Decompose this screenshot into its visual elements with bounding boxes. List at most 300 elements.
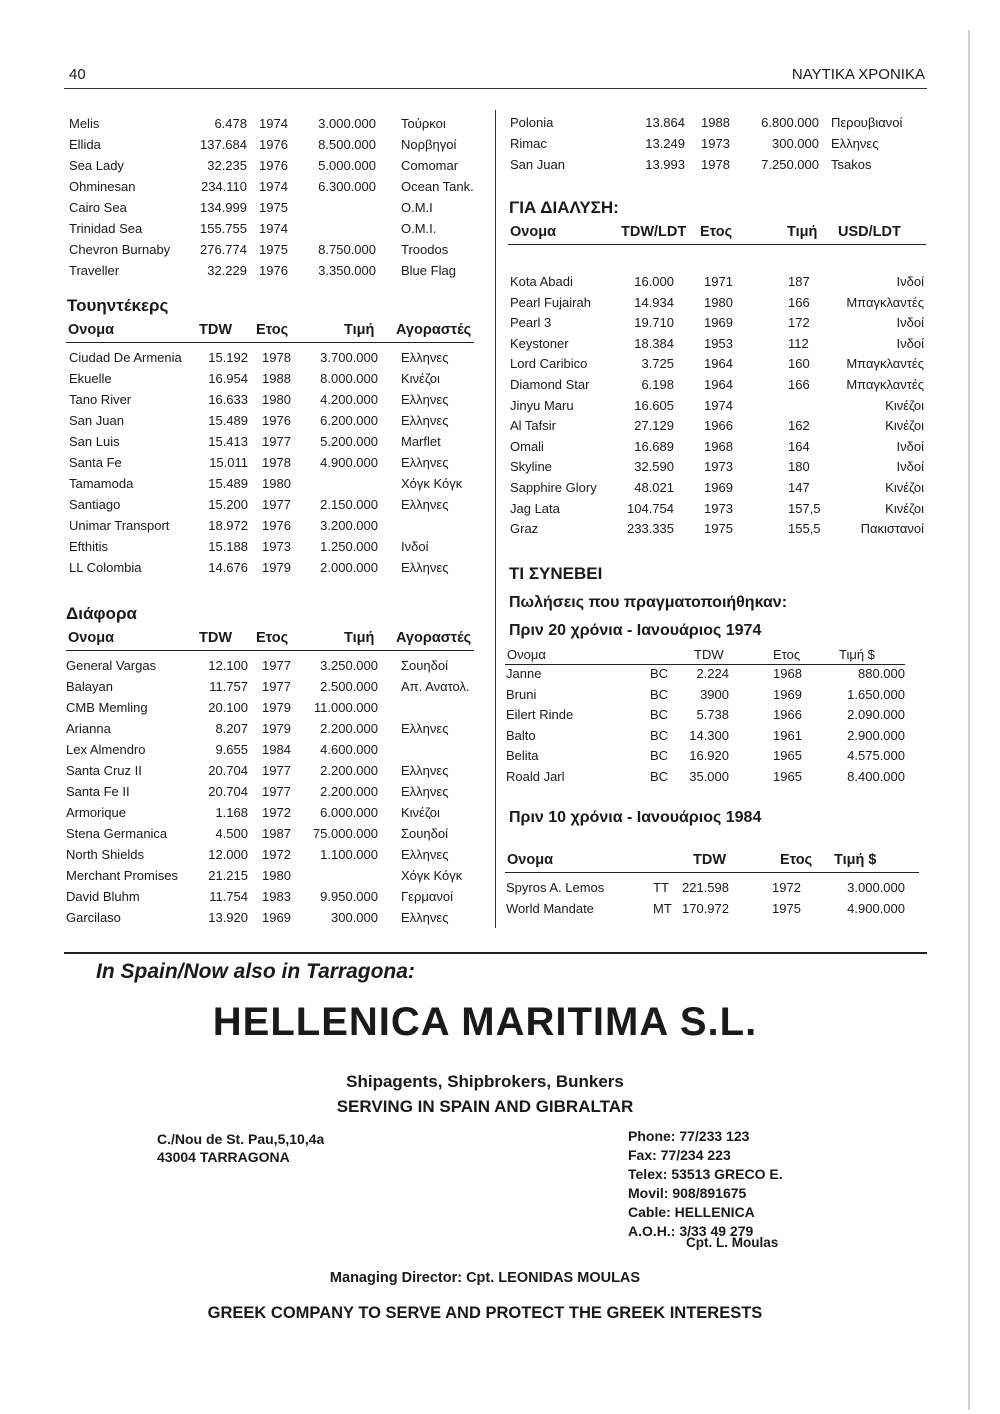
ship-name-cell: Al Tafsir <box>510 418 556 434</box>
ad-serving: SERVING IN SPAIN AND GIBRALTAR <box>336 1097 634 1116</box>
price-cell: 3.000.000 <box>318 116 376 131</box>
year-cell: 1976 <box>259 137 288 152</box>
price-cell: 4.200.000 <box>320 392 378 407</box>
column-header: Τιμή $ <box>834 852 877 868</box>
tdw-cell: 104.754 <box>627 500 674 516</box>
price-cell: 164 <box>788 438 810 454</box>
column-header: Ετος <box>773 647 801 662</box>
year-cell: 1977 <box>262 658 291 673</box>
tdw-cell: 4.500 <box>215 826 248 841</box>
column-header: TDW <box>693 852 727 868</box>
year-cell: 1974 <box>704 397 733 413</box>
buyer-cell: Ελληνες <box>401 560 449 575</box>
ship-name-cell: Polonia <box>510 115 554 130</box>
buyer-cell: Χόγκ Κόγκ <box>401 476 463 491</box>
ad-telex: Telex: 53513 GRECO E. <box>628 1166 783 1182</box>
price-cell: 300.000 <box>772 136 819 151</box>
ship-name-cell: General Vargas <box>66 658 157 673</box>
ad-director: Managing Director: Cpt. LEONIDAS MOULAS <box>329 1270 641 1286</box>
column-header: Ετος <box>256 630 289 646</box>
buyer-cell: Ελληνες <box>401 910 449 925</box>
price-cell: 1.650.000 <box>847 686 905 702</box>
ship-name-cell: Diamond Star <box>510 376 590 392</box>
year-cell: 1974 <box>259 179 288 194</box>
buyer-cell: Σουηδοί <box>401 826 448 841</box>
column-header: Ονομα <box>507 852 553 868</box>
buyer-cell: Ocean Tank. <box>401 179 474 194</box>
buyer-cell: Ινδοί <box>896 459 924 475</box>
buyer-cell: Κινέζοι <box>885 479 924 495</box>
price-cell: 166 <box>788 294 810 310</box>
tdw-cell: 11.757 <box>209 679 248 694</box>
tdw-cell: 14.934 <box>634 294 674 310</box>
ship-name-cell: Rimac <box>510 136 547 151</box>
tdw-cell: 16.605 <box>634 397 674 413</box>
buyer-cell: Χόγκ Κόγκ <box>401 868 463 883</box>
ad-company-name: HELLENICA MARITIMA S.L. <box>212 1000 758 1044</box>
price-cell: 2.500.000 <box>320 679 378 694</box>
price-cell: 2.200.000 <box>320 784 378 799</box>
tdw-cell: 3.725 <box>641 356 674 372</box>
ship-name-cell: Lord Caribico <box>510 356 588 372</box>
tdw-cell: 2.224 <box>696 666 729 681</box>
buyer-cell: Ελληνες <box>401 784 449 799</box>
ship-name-cell: Tamamoda <box>69 476 134 491</box>
price-cell: 187 <box>788 274 810 289</box>
demolition-title: ΓΙΑ ΔΙΑΛΥΣΗ: <box>509 198 619 217</box>
tdw-cell: 16.633 <box>208 392 248 407</box>
ad-address <box>157 1130 324 1166</box>
tdw-cell: 48.021 <box>634 479 674 495</box>
price-cell: 6.300.000 <box>318 179 376 194</box>
year-cell: 1966 <box>704 418 733 434</box>
ship-name-cell: Garcilaso <box>66 910 121 925</box>
period-20-header <box>505 646 905 665</box>
tdw-cell: 21.215 <box>208 868 248 883</box>
price-cell: 2.000.000 <box>320 560 378 575</box>
column-header: TDW <box>199 630 233 646</box>
price-cell: 7.250.000 <box>761 157 819 172</box>
tdw-cell: 18.972 <box>208 518 248 533</box>
price-cell: 2.900.000 <box>847 727 905 743</box>
ship-name-cell: Bruni <box>506 686 537 702</box>
ad-address-line-2: 43004 TARRAGONA <box>157 1149 290 1165</box>
ship-name-cell: Santa Fe II <box>66 784 130 799</box>
price-cell: 155,5 <box>788 521 821 537</box>
buyer-cell: Blue Flag <box>401 263 456 278</box>
year-cell: 1976 <box>262 518 291 533</box>
ship-name-cell: Ekuelle <box>69 371 112 386</box>
buyer-cell: Σουηδοί <box>401 658 448 673</box>
year-cell: 1973 <box>701 136 730 151</box>
history-subtitle: Πωλήσεις που πραγματοποιήθηκαν: <box>509 594 788 611</box>
tdw-cell: 20.704 <box>208 763 248 778</box>
ship-name-cell: Melis <box>69 116 100 131</box>
year-cell: 1976 <box>262 413 291 428</box>
buyer-cell: O.M.I. <box>401 221 437 236</box>
buyer-cell: Ελληνες <box>401 847 449 862</box>
column-header: Ονομα <box>68 630 114 646</box>
column-header: TDW/LDT <box>621 224 687 240</box>
tdw-cell: 233.335 <box>627 521 674 537</box>
tdw-cell: 11.754 <box>209 889 248 904</box>
buyer-cell: Κινέζοι <box>885 397 924 413</box>
year-cell: 1983 <box>262 889 291 904</box>
ship-name-cell: North Shields <box>66 847 145 862</box>
price-cell: 4.900.000 <box>847 901 905 916</box>
price-cell: 8.400.000 <box>847 768 905 784</box>
ad-signature: Cpt. L. Moulas <box>686 1235 779 1250</box>
year-cell: 1980 <box>704 294 733 310</box>
buyer-cell: Ελληνες <box>401 763 449 778</box>
ship-name-cell: Lex Almendro <box>66 742 146 757</box>
tdw-cell: 16.920 <box>689 748 729 764</box>
history-title: ΤΙ ΣΥΝΕΒΕΙ <box>509 564 603 583</box>
ship-name-cell: Jinyu Maru <box>510 397 574 413</box>
tdw-cell: 32.235 <box>207 158 247 173</box>
year-cell: 1979 <box>262 560 291 575</box>
tdw-cell: 5.738 <box>696 707 729 723</box>
price-cell: 2.090.000 <box>847 707 905 723</box>
tdw-cell: 16.000 <box>634 274 674 289</box>
column-header: Ετος <box>700 224 733 240</box>
ad-rule <box>64 952 927 954</box>
tdw-cell: 15.200 <box>208 497 248 512</box>
year-cell: 1974 <box>259 116 288 131</box>
tdw-cell: 14.676 <box>208 560 248 575</box>
price-cell: 6.200.000 <box>320 413 378 428</box>
price-cell: 6.000.000 <box>320 805 378 820</box>
column-header: Ονομα <box>510 224 556 240</box>
column-header: Τιμή <box>787 224 818 240</box>
year-cell: 1972 <box>772 880 801 895</box>
column-header: Ονομα <box>68 322 114 338</box>
year-cell: 1975 <box>704 521 733 537</box>
buyer-cell: Κινέζοι <box>885 418 924 434</box>
tdw-cell: 15.192 <box>208 350 248 365</box>
type-cell: BC <box>650 686 669 702</box>
ship-name-cell: San Luis <box>69 434 120 449</box>
tdw-cell: 155.755 <box>200 221 247 236</box>
price-cell: 5.000.000 <box>318 158 376 173</box>
ship-name-cell: Balayan <box>66 679 113 694</box>
year-cell: 1978 <box>262 455 291 470</box>
tdw-cell: 8.207 <box>215 721 248 736</box>
ship-name-cell: Arianna <box>66 721 111 736</box>
header-rule <box>64 88 927 89</box>
price-cell: 6.800.000 <box>761 115 819 130</box>
column-header: Ετος <box>780 852 813 868</box>
ship-name-cell: Eilert Rinde <box>506 707 574 723</box>
tdw-cell: 134.999 <box>200 200 247 215</box>
column-header: Τιμή <box>344 630 375 646</box>
year-cell: 1975 <box>259 242 288 257</box>
ship-name-cell: Santiago <box>69 497 121 512</box>
column-header: TDW <box>199 322 233 338</box>
buyer-cell: Ινδοί <box>896 315 924 331</box>
price-cell: 3.200.000 <box>320 518 378 533</box>
tdw-cell: 15.489 <box>208 476 248 491</box>
ship-name-cell: Merchant Promises <box>66 868 178 883</box>
year-cell: 1969 <box>773 686 802 702</box>
type-cell: BC <box>650 748 669 764</box>
tdw-cell: 18.384 <box>634 335 674 351</box>
price-cell: 4.575.000 <box>847 748 905 764</box>
price-cell: 147 <box>788 479 810 495</box>
price-cell: 166 <box>788 376 810 392</box>
price-cell: 8.000.000 <box>320 371 378 386</box>
ship-name-cell: World Mandate <box>506 901 594 916</box>
tdw-cell: 13.249 <box>645 136 685 151</box>
page-number: 40 <box>69 66 86 83</box>
tdw-cell: 16.689 <box>634 438 674 454</box>
price-cell: 160 <box>788 356 810 372</box>
year-cell: 1977 <box>262 679 291 694</box>
ship-name-cell: Ciudad De Armenia <box>69 350 182 365</box>
ship-name-cell: San Juan <box>69 413 124 428</box>
buyer-cell: Marflet <box>401 434 441 449</box>
ship-name-cell: Spyros A. Lemos <box>506 880 605 895</box>
buyer-cell: Ινδοί <box>896 274 924 289</box>
price-cell: 1.100.000 <box>320 847 378 862</box>
buyer-cell: Ινδοί <box>401 539 429 554</box>
year-cell: 1988 <box>701 115 730 130</box>
year-cell: 1977 <box>262 763 291 778</box>
ad-cable: Cable: HELLENICA <box>628 1204 755 1220</box>
ship-name-cell: Omali <box>510 438 544 454</box>
column-divider <box>495 110 496 928</box>
buyer-cell: Μπαγκλαντές <box>846 356 924 372</box>
year-cell: 1968 <box>704 438 733 454</box>
period-10-header <box>505 851 919 873</box>
column-header: USD/LDT <box>838 224 901 240</box>
tdw-cell: 15.011 <box>209 455 248 470</box>
misc-title: Διάφορα <box>66 604 137 623</box>
type-cell: BC <box>650 768 669 784</box>
ship-name-cell: Ohminesan <box>69 179 136 194</box>
price-cell: 3.250.000 <box>320 658 378 673</box>
journal-title: ΝΑΥΤΙΚΑ ΧΡΟΝΙΚΑ <box>791 66 925 83</box>
year-cell: 1972 <box>262 805 291 820</box>
price-cell: 180 <box>788 459 810 475</box>
year-cell: 1976 <box>259 158 288 173</box>
year-cell: 1953 <box>704 335 733 351</box>
column-header: TDW <box>694 647 724 662</box>
ship-name-cell: Skyline <box>510 459 552 475</box>
price-cell: 4.900.000 <box>320 455 378 470</box>
ship-name-cell: Santa Cruz II <box>66 763 142 778</box>
year-cell: 1978 <box>701 157 730 172</box>
price-cell: 9.950.000 <box>320 889 378 904</box>
year-cell: 1974 <box>259 221 288 236</box>
year-cell: 1965 <box>773 768 802 784</box>
year-cell: 1977 <box>262 434 291 449</box>
tdw-cell: 234.110 <box>200 179 247 194</box>
column-header: Τιμή <box>344 322 375 338</box>
ship-name-cell: Cairo Sea <box>69 200 127 215</box>
tdw-cell: 15.489 <box>208 413 248 428</box>
ad-intro: In Spain/Now also in Tarragona: <box>96 960 415 983</box>
ship-name-cell: David Bluhm <box>66 889 140 904</box>
buyer-cell: Ελληνες <box>401 413 449 428</box>
price-cell: 8.750.000 <box>318 242 376 257</box>
tdw-cell: 13.993 <box>645 157 685 172</box>
year-cell: 1964 <box>704 356 733 372</box>
ship-name-cell: Roald Jarl <box>506 768 565 784</box>
buyer-cell: Ελληνες <box>401 721 449 736</box>
ship-name-cell: Kota Abadi <box>510 274 573 289</box>
ship-name-cell: Balto <box>506 727 536 743</box>
type-cell: MT <box>653 901 672 916</box>
tankers-header <box>66 321 474 343</box>
ship-name-cell: Efthitis <box>69 539 109 554</box>
price-cell: 2.150.000 <box>320 497 378 512</box>
year-cell: 1975 <box>259 200 288 215</box>
year-cell: 1976 <box>259 263 288 278</box>
tdw-cell: 35.000 <box>689 768 729 784</box>
year-cell: 1977 <box>262 497 291 512</box>
column-header: Ετος <box>256 322 289 338</box>
year-cell: 1978 <box>262 350 291 365</box>
ad-phone: Phone: 77/233 123 <box>628 1128 750 1144</box>
buyer-cell: Troodos <box>401 242 449 257</box>
ad-address-line-1: C./Nou de St. Pau,5,10,4a <box>157 1131 325 1147</box>
price-cell: 5.200.000 <box>320 434 378 449</box>
price-cell: 8.500.000 <box>318 137 376 152</box>
price-cell: 162 <box>788 418 810 434</box>
tdw-cell: 170.972 <box>682 901 729 916</box>
buyer-cell: Περουβιανοί <box>831 115 903 130</box>
year-cell: 1971 <box>704 274 733 289</box>
year-cell: 1966 <box>773 707 802 723</box>
ship-name-cell: Jag Lata <box>510 500 560 516</box>
buyer-cell: Μπαγκλαντές <box>846 376 924 392</box>
ship-name-cell: LL Colombia <box>69 560 142 575</box>
ship-name-cell: Unimar Transport <box>69 518 170 533</box>
ship-name-cell: Santa Fe <box>69 455 122 470</box>
year-cell: 1980 <box>262 868 291 883</box>
tdw-cell: 15.413 <box>208 434 248 449</box>
tdw-cell: 137.684 <box>200 137 247 152</box>
buyer-cell: Κινέζοι <box>885 500 924 516</box>
tdw-cell: 3900 <box>700 686 729 702</box>
ad-movil: Movil: 908/891675 <box>628 1185 747 1201</box>
ad-services: Shipagents, Shipbrokers, Bunkers <box>346 1072 624 1091</box>
ship-name-cell: Sapphire Glory <box>510 479 597 495</box>
price-cell: 172 <box>788 315 810 331</box>
price-cell: 300.000 <box>331 910 378 925</box>
column-header: Αγοραστές <box>396 630 472 646</box>
ship-name-cell: Chevron Burnaby <box>69 242 171 257</box>
type-cell: BC <box>650 666 669 681</box>
ship-name-cell: Keystoner <box>510 335 569 351</box>
ship-name-cell: San Juan <box>510 157 565 172</box>
buyer-cell: Απ. Ανατολ. <box>401 679 470 694</box>
year-cell: 1979 <box>262 700 291 715</box>
year-cell: 1988 <box>262 371 291 386</box>
year-cell: 1969 <box>262 910 291 925</box>
ship-name-cell: Sea Lady <box>69 158 124 173</box>
ship-name-cell: Traveller <box>69 263 120 278</box>
price-cell: 11.000.000 <box>313 700 378 715</box>
price-cell: 112 <box>788 335 809 351</box>
tdw-cell: 14.300 <box>689 727 729 743</box>
buyer-cell: Ελληνες <box>401 497 449 512</box>
price-cell: 3.350.000 <box>318 263 376 278</box>
year-cell: 1977 <box>262 784 291 799</box>
year-cell: 1965 <box>773 748 802 764</box>
period-10-title: Πριν 10 χρόνια - Ιανουάριος 1984 <box>509 809 762 826</box>
year-cell: 1961 <box>773 727 802 743</box>
year-cell: 1973 <box>704 500 733 516</box>
column-header: Ονομα <box>507 647 546 662</box>
tdw-cell: 15.188 <box>208 539 248 554</box>
tdw-cell: 19.710 <box>634 315 674 331</box>
buyer-cell: Νορβηγοί <box>401 137 457 152</box>
type-cell: TT <box>653 880 669 895</box>
ad-fax: Fax: 77/234 223 <box>628 1147 731 1163</box>
buyer-cell: Μπαγκλαντές <box>846 294 924 310</box>
buyer-cell: Ινδοί <box>896 438 924 454</box>
buyer-cell: Ελληνες <box>831 136 879 151</box>
price-cell: 2.200.000 <box>320 721 378 736</box>
ad-aoh: A.O.H.: 3/33 49 279 <box>628 1223 754 1239</box>
page-edge <box>968 30 970 1410</box>
column-header: Αγοραστές <box>396 322 472 338</box>
buyer-cell: Comomar <box>401 158 459 173</box>
buyer-cell: Γερμανοί <box>401 889 453 904</box>
buyer-cell: Ελληνες <box>401 350 449 365</box>
column-header: Τιμή $ <box>839 647 875 662</box>
buyer-cell: Ινδοί <box>896 335 924 351</box>
ship-name-cell: Pearl 3 <box>510 315 552 331</box>
tdw-cell: 32.229 <box>207 263 247 278</box>
price-cell: 1.250.000 <box>320 539 378 554</box>
tdw-cell: 20.100 <box>208 700 248 715</box>
year-cell: 1969 <box>704 479 733 495</box>
year-cell: 1964 <box>704 376 733 392</box>
ship-name-cell: Pearl Fujairah <box>510 294 591 310</box>
year-cell: 1980 <box>262 476 291 491</box>
year-cell: 1972 <box>262 847 291 862</box>
misc-header <box>66 629 474 651</box>
ship-name-cell: Janne <box>506 666 542 681</box>
ship-name-cell: Stena Germanica <box>66 826 168 841</box>
tdw-cell: 9.655 <box>215 742 248 757</box>
buyer-cell: Tsakos <box>831 157 872 172</box>
tdw-cell: 13.864 <box>645 115 685 130</box>
ship-name-cell: CMB Memling <box>66 700 148 715</box>
price-cell: 3.000.000 <box>847 880 905 895</box>
ship-name-cell: Tano River <box>69 392 132 407</box>
type-cell: BC <box>650 707 669 723</box>
ship-name-cell: Armorique <box>66 805 126 820</box>
year-cell: 1979 <box>262 721 291 736</box>
buyer-cell: Κινέζοι <box>401 805 440 820</box>
price-cell: 4.600.000 <box>320 742 378 757</box>
ship-name-cell: Ellida <box>69 137 101 152</box>
year-cell: 1975 <box>772 901 801 916</box>
tdw-cell: 6.198 <box>641 376 674 392</box>
year-cell: 1969 <box>704 315 733 331</box>
tdw-cell: 12.100 <box>208 658 248 673</box>
tdw-cell: 1.168 <box>215 805 248 820</box>
buyer-cell: O.M.I <box>401 200 433 215</box>
ship-name-cell: Trinidad Sea <box>69 221 143 236</box>
buyer-cell: Ελληνες <box>401 455 449 470</box>
tdw-cell: 6.478 <box>214 116 247 131</box>
price-cell: 3.700.000 <box>320 350 378 365</box>
